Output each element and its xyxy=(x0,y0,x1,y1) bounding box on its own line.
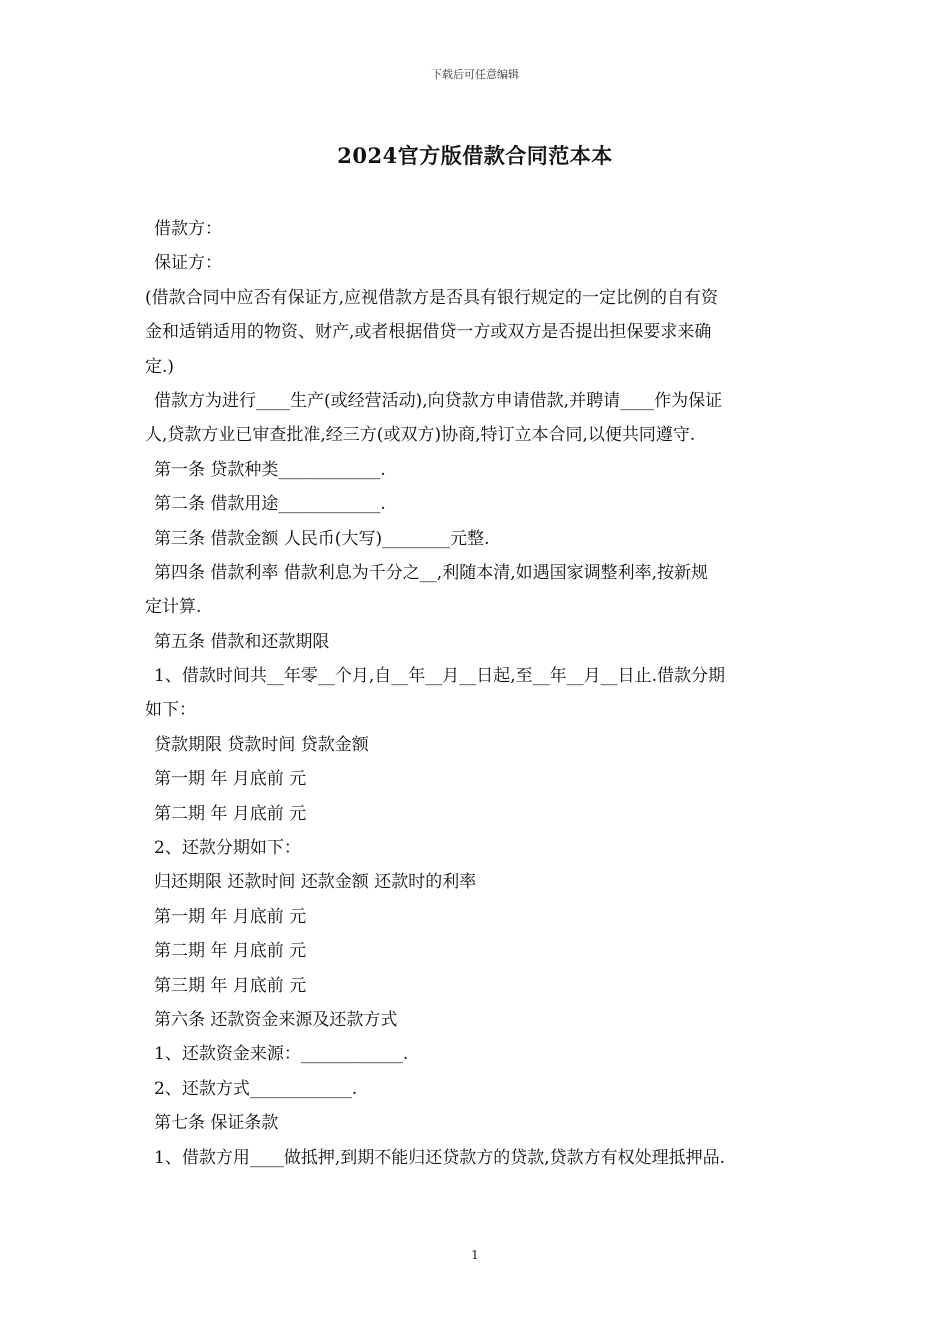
paragraph-line: 1、还款资金来源：____________. xyxy=(154,1044,409,1065)
paragraph-line: 人,贷款方业已审查批准,经三方(或双方)协商,特订立本合同,以便共同遵守. xyxy=(145,425,696,446)
paragraph-line: 第一期 年 月底前 元 xyxy=(154,906,307,927)
paragraph-line: 借款方： xyxy=(154,219,222,239)
paragraph-line: 第二期 年 月底前 元 xyxy=(154,941,307,962)
paragraph-line: 第七条 保证条款 xyxy=(154,1113,279,1134)
paragraph-line: 保证方： xyxy=(154,253,222,274)
paragraph-line: 1、借款时间共__年零__个月,自__年__月__日起,至__年__月__日止.借款分期 xyxy=(154,666,726,687)
paragraph-line: (借款合同中应否有保证方,应视借款方是否具有银行规定的一定比例的自有资 xyxy=(145,287,719,308)
paragraph-line: 第二条 借款用途____________. xyxy=(154,494,386,515)
page-number: 1 xyxy=(471,1248,479,1262)
paragraph-line: 2、还款分期如下： xyxy=(154,838,301,859)
paragraph-line: 如下： xyxy=(145,700,196,721)
paragraph-line: 借款方为进行____生产(或经营活动),向贷款方申请借款,并聘请____作为保证 xyxy=(154,390,723,411)
paragraph-line: 第一期 年 月底前 元 xyxy=(154,769,307,790)
paragraph-line: 第四条 借款利率 借款利息为千分之__,利随本清,如遇国家调整利率,按新规 xyxy=(154,562,709,583)
paragraph-line: 定.) xyxy=(145,356,175,377)
paragraph-line: 归还期限 还款时间 还款金额 还款时的利率 xyxy=(154,872,477,893)
paragraph-line: 金和适销适用的物资、财产,或者根据借贷一方或双方是否提出担保要求来确 xyxy=(145,322,712,343)
paragraph-line: 1、借款方用____做抵押,到期不能归还贷款方的贷款,贷款方有权处理抵押品. xyxy=(154,1147,726,1168)
document-body xyxy=(145,215,810,1178)
paragraph-line: 第二期 年 月底前 元 xyxy=(154,803,307,824)
page-header: 下载后可任意编辑 xyxy=(431,68,519,81)
paragraph-line: 第六条 还款资金来源及还款方式 xyxy=(154,1009,398,1030)
document-title: 2024官方版借款合同范本本 xyxy=(337,143,613,168)
paragraph-line: 第一条 贷款种类____________. xyxy=(154,459,386,480)
paragraph-line: 2、还款方式____________. xyxy=(154,1078,358,1099)
paragraph-line: 定计算. xyxy=(145,597,202,618)
paragraph-line: 第五条 借款和还款期限 xyxy=(154,631,330,652)
paragraph-line: 第三期 年 月底前 元 xyxy=(154,975,307,996)
paragraph-line: 第三条 借款金额 人民币(大写)________元整. xyxy=(154,528,490,549)
paragraph-line: 贷款期限 贷款时间 贷款金额 xyxy=(154,734,369,755)
